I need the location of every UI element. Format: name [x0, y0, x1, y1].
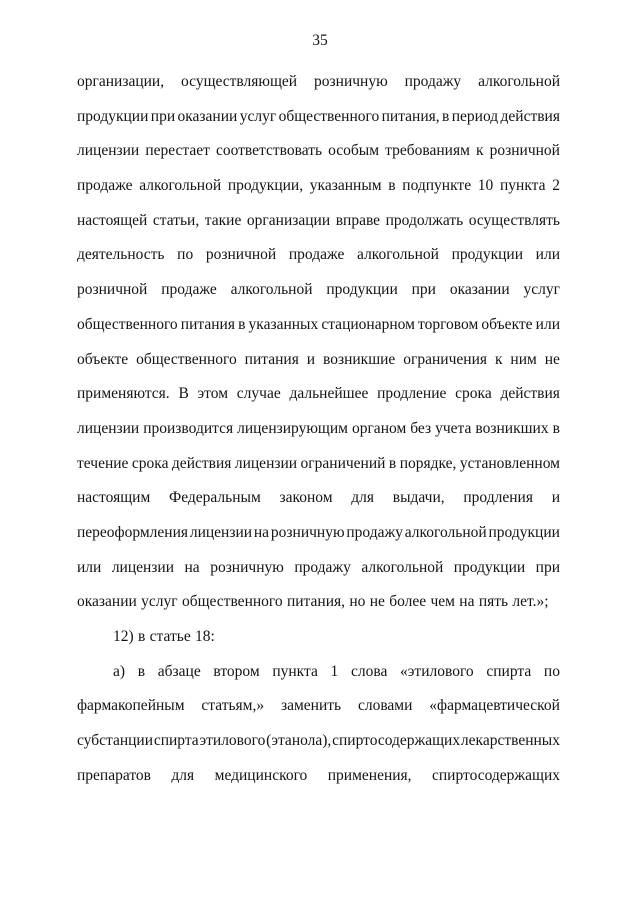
text-line: течение срока действия лицензии ограничений в порядке, установленном	[77, 454, 560, 472]
text-line: настоящим Федеральным законом для выдачи, продления и	[77, 489, 560, 507]
body-text	[77, 65, 560, 793]
text-line: лицензии перестает соответствовать особым требованиям к розничной	[77, 142, 560, 160]
text-line: переоформления лицензии на розничную продажу алкогольной продукции	[77, 523, 560, 541]
text-line: общественного питания в указанных стационарном торговом объекте или	[77, 315, 560, 333]
text-line: а) в абзаце втором пункта 1 слова «этилового спирта по	[113, 662, 560, 680]
text-line: продаже алкогольной продукции, указанным в подпункте 10 пункта 2	[77, 177, 560, 195]
text-line: оказании услуг общественного питания, но не более чем на пять лет.»;	[77, 593, 549, 611]
list-item-heading: 12) в статье 18:	[113, 628, 215, 645]
text-line: фармакопейным статьям,» заменить словами «фармацевтической	[77, 697, 560, 715]
text-line: применяются. В этом случае дальнейшее продление срока действия	[77, 385, 560, 403]
text-line: лицензии производится лицензирующим органом без учета возникших в	[77, 419, 560, 437]
text-line: настоящей статьи, такие организации вправе продолжать осуществлять	[77, 211, 560, 229]
text-line: субстанции спирта этилового (этанола), спиртосодержащих лекарственных	[77, 732, 560, 750]
text-line: или лицензии на розничную продажу алкогольной продукции при	[77, 558, 560, 576]
text-line: деятельность по розничной продаже алкогольной продукции или	[77, 246, 560, 264]
text-line: объекте общественного питания и возникшие ограничения к ним не	[77, 350, 560, 368]
text-line: продукции при оказании услуг общественного питания, в период действия	[77, 107, 560, 125]
text-line: организации, осуществляющей розничную продажу алкогольной	[77, 73, 560, 90]
text-line: препаратов для медицинского применения, спиртосодержащих	[77, 766, 560, 784]
text-line: розничной продаже алкогольной продукции при оказании услуг	[77, 281, 560, 299]
page-number: 35	[312, 32, 328, 49]
